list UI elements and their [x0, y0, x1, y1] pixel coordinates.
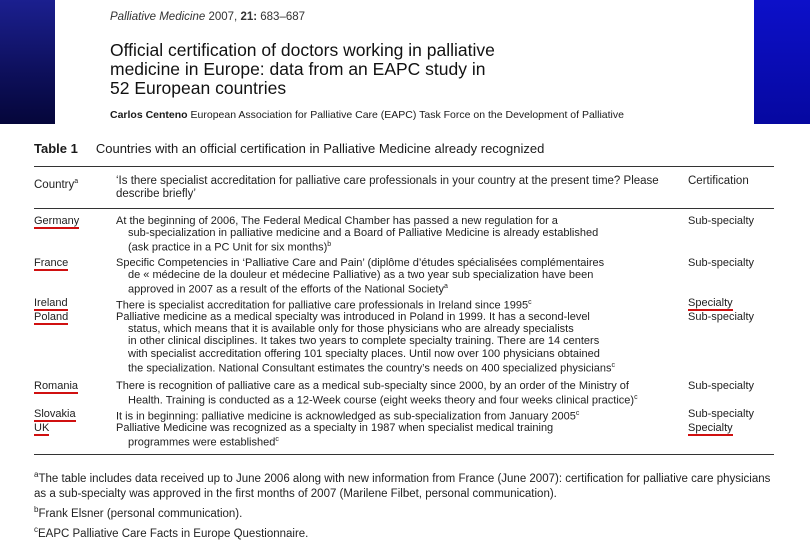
journal-year: 2007, — [208, 11, 238, 23]
left-decorative-bar — [0, 0, 55, 124]
column-header-certification: Certification — [688, 175, 749, 187]
table-label: Table 1 — [34, 141, 78, 156]
table-caption-text: Countries with an official certification in Palliative Medicine already recognized — [95, 141, 545, 156]
journal-citation — [110, 11, 305, 23]
table-row-country — [34, 380, 78, 392]
table-bottom-rule — [34, 454, 774, 455]
author-line — [110, 109, 624, 121]
article-title-line: 52 European countries — [110, 78, 287, 98]
table-row-certification: Sub-specialty — [688, 408, 755, 420]
article-title — [110, 41, 730, 98]
journal-name: Palliative Medicine — [110, 11, 206, 23]
footnote-a: $^a$The table includes data received up to June 2006 along with new information from France (June 2007): certification for palliative care physicians as a sub-specialty was approved in the first months of 2007 (Marilene Filbet, personal communication). — [34, 470, 771, 500]
table-caption — [34, 141, 544, 156]
table-row-certification: Specialty — [688, 297, 733, 309]
table-row-description: It is in beginning: palliative medicine is acknowledged as sub-specialization from January 2005$^c$ — [116, 410, 580, 423]
journal-pages: 683–687 — [260, 11, 306, 23]
column-header-question: ‘Is there specialist accreditation for palliative care professionals in your country at the present time? Please describe briefly’ — [116, 175, 659, 200]
right-decorative-bar — [754, 0, 810, 124]
table-row-certification: Sub-specialty — [688, 257, 755, 269]
country-romania: Romania — [34, 380, 79, 392]
table-row-description: There is specialist accreditation for palliative care professionals in Ireland since 1995$^c$ — [116, 299, 532, 312]
country-slovakia: Slovakia — [34, 408, 76, 420]
author-affiliation: European Association for Palliative Care (EAPC) Task Force on the Development of Palliative — [190, 109, 624, 121]
table-row-country — [34, 215, 79, 227]
table-row-country — [34, 408, 76, 420]
country-poland: Poland — [34, 311, 69, 323]
article-header — [55, 0, 754, 124]
table-top-rule — [34, 166, 774, 167]
table-row-certification: Specialty — [688, 422, 733, 434]
table-footnotes — [34, 467, 774, 541]
country-uk: UK — [34, 422, 50, 434]
article-title-line: Official certification of doctors working in palliative — [110, 40, 495, 60]
table-row-country — [34, 297, 68, 309]
journal-volume: 21: — [240, 11, 258, 23]
footnote-c: $^c$EAPC Palliative Care Facts in Europe Questionnaire. — [34, 524, 309, 540]
country-ireland: Ireland — [34, 297, 68, 309]
table-row-description: There is recognition of palliative care as a medical sub-specialty since 2000, by an order of the Ministry of Health. Training is conducted as a 12-Week course (eight weeks theory and four weeks clinical practice)$^c$ — [116, 380, 638, 407]
table-row-country — [34, 422, 49, 434]
table-row-description: At the beginning of 2006, The Federal Medical Chamber has passed a new regulation for a sub-specialization in palliative medicine and a Board of Palliative Medicine is already established (ask practice in a PC Unit for six months)$^b$ — [116, 215, 599, 255]
table-row-certification: Sub-specialty — [688, 380, 755, 392]
column-header-country: Country$^a$ — [34, 178, 79, 191]
table-row-description: Palliative medicine as a medical specialty was introduced in Poland in 1999. It has a second-level status, which means that it is available only for those physicians who are already specialists in other clinical disciplines. It takes two years to complete specialty training. There are 14 centers with specialist accreditation offering 101 specialty places. Until now over 100 physicians obtained the specialization. National Consultant estimates the country’s needs on 400 specialized physicians$^c$ — [116, 311, 615, 375]
country-france: France — [34, 257, 69, 269]
country-germany: Germany — [34, 215, 80, 227]
table-row-country — [34, 257, 68, 269]
table-row-description: Palliative Medicine was recognized as a specialty in 1987 when specialist medical training programmes were established$^c$ — [116, 422, 554, 449]
table-header-rule — [34, 208, 774, 209]
author-name: Carlos Centeno — [110, 109, 188, 121]
article-title-line: medicine in Europe: data from an EAPC study in — [110, 59, 486, 79]
footnote-b: $^b$Frank Elsner (personal communication). — [34, 504, 243, 520]
table-row-certification: Sub-specialty — [688, 311, 755, 323]
table-row-country — [34, 311, 68, 323]
table-row-certification: Sub-specialty — [688, 215, 755, 227]
table-row-description: Specific Competencies in ‘Palliative Care and Pain’ (diplôme d’études spécialisées complémentaires de « médecine de la douleur et médecine Palliative) as a two year sub specialization have been approved in 2007 as a result of the efforts of the National Society$^a$ — [116, 257, 605, 297]
